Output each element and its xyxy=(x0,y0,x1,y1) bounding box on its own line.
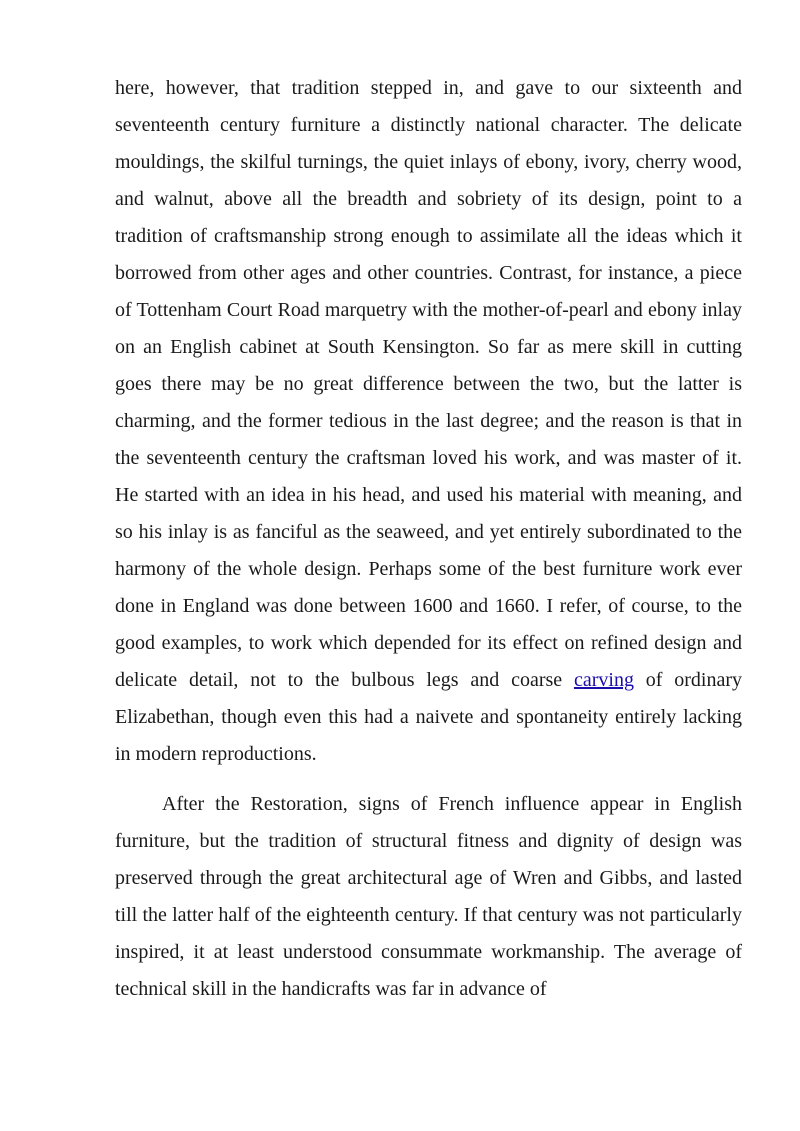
document-page xyxy=(115,70,742,1021)
paragraph-1-text-after-link: of ordinary Elizabethan, though even this had a naivete and spontaneity entirely lacking in modern reproductions. xyxy=(115,669,742,765)
paragraph-2: After the Restoration, signs of French influence appear in English furniture, but the tradition of structural fitness and dignity of design was preserved through the great architectural age of Wren and Gibbs, and lasted till the latter half of the eighteenth century. If that century was not particularly inspired, it at least understood consummate workmanship. The average of technical skill in the handicrafts was far in advance of xyxy=(115,793,742,1000)
paragraph-1 xyxy=(115,70,742,773)
carving-link[interactable]: carving xyxy=(573,669,634,691)
paragraph-1-text-before-link: here, however, that tradition stepped in, and gave to our sixteenth and seventeenth century furniture a distinctly national character. The delicate mouldings, the skilful turnings, the quiet inlays of ebony, ivory, cherry wood, and walnut, above all the breadth and sobriety of its design, point to a tradition of craftsmanship strong enough to assimilate all the ideas which it borrowed from other ages and other countries. Contrast, for instance, a piece of Tottenham Court Road marquetry with the mother-of-pearl and ebony inlay on an English cabinet at South Kensington. So far as mere skill in cutting goes there may be no great difference between the two, but the latter is charming, and the former tedious in the last degree; and the reason is that in the seventeenth century the craftsman loved his work, and was master of it. He started with an idea in his head, and used his material with meaning, and so his inlay is as fanciful as the seaweed, and yet entirely subordinated to the harmony of the whole design. Perhaps some of the best furniture work ever done in England was done between 1600 and 1660. I refer, of course, to the good examples, to work which depended for its effect on refined design and delicate detail, not to the bulbous legs and coarse xyxy=(115,77,742,691)
